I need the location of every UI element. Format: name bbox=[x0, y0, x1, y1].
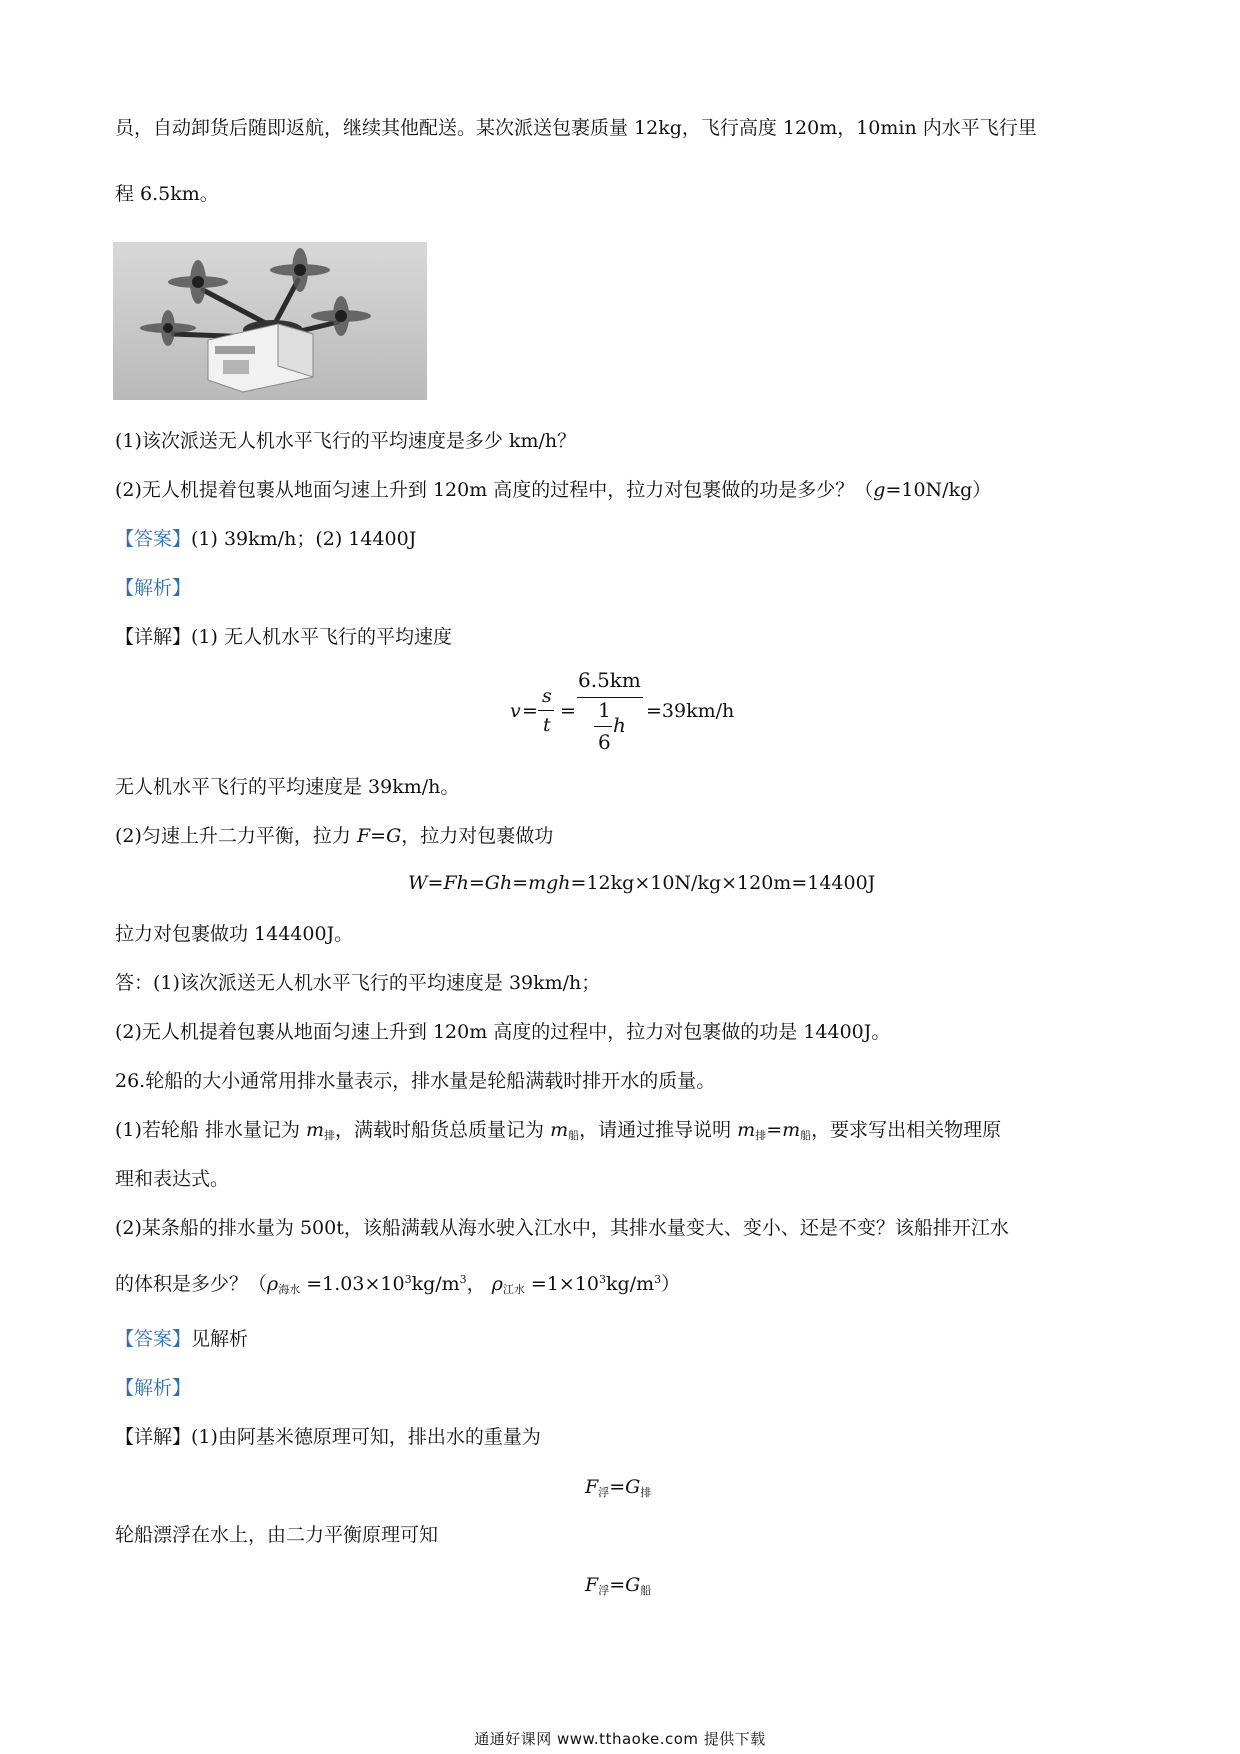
symbol-rho: ρ bbox=[267, 1273, 279, 1295]
symbol-F: F bbox=[356, 825, 371, 847]
drone-illustration bbox=[113, 242, 427, 400]
answer-tag: 【答案】 bbox=[115, 1328, 192, 1350]
work-formula-vars: W=Fh=Gh=mgh bbox=[408, 872, 571, 894]
q26-part-2-line-1: (2)某条船的排水量为 500t，该船满载从海水驶入江水中，其排水量变大、变小、还是不变？该船排开江水 bbox=[115, 1217, 1009, 1239]
buoyancy-formula-2 bbox=[585, 1574, 651, 1598]
formula-numerator: 6.5km bbox=[578, 668, 641, 692]
q26-p1-text-d: ，要求写出相关物理原 bbox=[811, 1119, 1002, 1141]
symbol-eq: = bbox=[766, 1119, 783, 1141]
q26-p2-text: 的体积是多少？（ bbox=[115, 1273, 268, 1295]
formula-result: =39km/h bbox=[646, 700, 735, 722]
q26-p1-text-b: ，满载时船货总质量记为 bbox=[335, 1119, 551, 1141]
q25-question-2 bbox=[115, 477, 991, 503]
q26-p1-text-c: ，请通过推导说明 bbox=[579, 1119, 738, 1141]
sub-sea: 海水 bbox=[278, 1283, 301, 1296]
exp-3: 3 bbox=[459, 1273, 467, 1286]
symbol-m: m bbox=[550, 1119, 569, 1141]
formula-eq-2: = bbox=[560, 700, 576, 722]
symbol-m: m bbox=[782, 1119, 801, 1141]
detail-1-text: (1)由阿基米德原理可知，排出水的重量为 bbox=[191, 1426, 541, 1448]
detail-2-end: ，拉力对包裹做功 bbox=[401, 825, 554, 847]
q25-detail-2 bbox=[115, 823, 553, 849]
q26-p1-text-a: (1)若轮船 排水量记为 bbox=[115, 1119, 306, 1141]
q26-title: 26.轮船的大小通常用排水量表示，排水量是轮船满载时排开水的质量。 bbox=[115, 1070, 716, 1092]
q25-question-1: (1)该次派送无人机水平飞行的平均速度是多少 km/h？ bbox=[115, 430, 577, 452]
symbol-eq: = bbox=[609, 1574, 626, 1596]
q26-float-text: 轮船漂浮在水上，由二力平衡原理可知 bbox=[115, 1524, 439, 1546]
symbol-F: F bbox=[585, 1574, 599, 1596]
work-formula bbox=[408, 872, 875, 894]
q25-reply-2: (2)无人机提着包裹从地面匀速上升到 120m 高度的过程中，拉力对包裹做的功是 14400J。 bbox=[115, 1021, 891, 1043]
separator: ， bbox=[466, 1273, 492, 1295]
q25-question-2-text: (2)无人机提着包裹从地面匀速上升到 120m 高度的过程中，拉力对包裹做的功是多少？（ bbox=[115, 479, 874, 501]
page-footer: 通通好课网 www.tthaoke.com 提供下载 bbox=[474, 1730, 766, 1748]
formula-s: s bbox=[542, 685, 552, 707]
detail-tag: 【详解】 bbox=[115, 1426, 192, 1448]
rho-river-value: =1×10 bbox=[524, 1273, 600, 1295]
q25-answer bbox=[115, 526, 416, 552]
q26-part-1-line-2: 理和表达式。 bbox=[115, 1168, 230, 1190]
detail-2-text: (2)匀速上升二力平衡，拉力 bbox=[115, 825, 357, 847]
unit-kgm: kg/m bbox=[606, 1273, 655, 1295]
formula-v: v bbox=[510, 700, 521, 722]
formula-eq-1: = bbox=[522, 700, 538, 722]
q25-conclusion-2: 拉力对包裹做功 144400J。 bbox=[115, 923, 354, 945]
sub-pai: 排 bbox=[324, 1129, 336, 1142]
q25-reply-1: 答：(1)该次派送无人机水平飞行的平均速度是 39km/h； bbox=[115, 972, 601, 994]
symbol-G: G bbox=[386, 825, 402, 847]
q25-detail-1 bbox=[115, 624, 452, 650]
q25-analysis-tag: 【解析】 bbox=[115, 577, 192, 599]
symbol-eq: = bbox=[609, 1476, 626, 1498]
buoyancy-formula-1 bbox=[585, 1476, 651, 1500]
q26-detail-1 bbox=[115, 1424, 541, 1450]
answer-text: 见解析 bbox=[191, 1328, 249, 1350]
detail-1-text: (1) 无人机水平飞行的平均速度 bbox=[191, 626, 452, 648]
formula-six: 6 bbox=[598, 730, 611, 754]
q26-analysis-tag: 【解析】 bbox=[115, 1377, 192, 1399]
work-formula-values: =12kg×10N/kg×120m=14400J bbox=[570, 872, 876, 894]
intro-line-1: 员，自动卸货后随即返航，继续其他配送。某次派送包裹质量 12kg，飞行高度 120m，10min 内水平飞行里 bbox=[115, 117, 1037, 139]
sub-chuan: 船 bbox=[568, 1129, 580, 1142]
q26-answer bbox=[115, 1326, 248, 1352]
delivery-drone-photo bbox=[113, 242, 427, 400]
q26-part-2-line-2 bbox=[115, 1267, 680, 1303]
q26-p2-end: ） bbox=[661, 1273, 681, 1295]
symbol-m: m bbox=[737, 1119, 756, 1141]
rho-sea-value: =1.03×10 bbox=[300, 1273, 405, 1295]
exp-3: 3 bbox=[654, 1273, 662, 1286]
sub-river: 江水 bbox=[502, 1283, 525, 1296]
formula-h: h bbox=[613, 713, 626, 737]
sub-chuan: 船 bbox=[800, 1129, 812, 1142]
q25-question-2-end: =10N/kg） bbox=[885, 479, 992, 501]
symbol-m: m bbox=[306, 1119, 325, 1141]
answer-tag: 【答案】 bbox=[115, 528, 192, 550]
q25-conclusion-1: 无人机水平飞行的平均速度是 39km/h。 bbox=[115, 776, 460, 798]
symbol-F: F bbox=[585, 1476, 599, 1498]
symbol-rho: ρ bbox=[491, 1273, 503, 1295]
symbol-eq: = bbox=[370, 825, 387, 847]
unit-kgm: kg/m bbox=[411, 1273, 460, 1295]
q26-part-1 bbox=[115, 1117, 1001, 1149]
sub-fu: 浮 bbox=[598, 1584, 610, 1597]
formula-t: t bbox=[543, 714, 551, 736]
sub-chuan: 船 bbox=[640, 1584, 652, 1597]
symbol-G: G bbox=[625, 1574, 641, 1596]
sub-pai: 排 bbox=[755, 1129, 767, 1142]
formula-one: 1 bbox=[598, 698, 611, 722]
exp-3: 3 bbox=[404, 1273, 412, 1286]
intro-line-2: 程 6.5km。 bbox=[115, 183, 219, 205]
answer-text: (1) 39km/h；(2) 14400J bbox=[191, 528, 417, 550]
sub-pai: 排 bbox=[640, 1486, 652, 1499]
detail-tag: 【详解】 bbox=[115, 626, 192, 648]
exp-3: 3 bbox=[599, 1273, 607, 1286]
sub-fu: 浮 bbox=[598, 1486, 610, 1499]
symbol-G: G bbox=[625, 1476, 641, 1498]
q25-g-symbol: g bbox=[873, 479, 886, 501]
